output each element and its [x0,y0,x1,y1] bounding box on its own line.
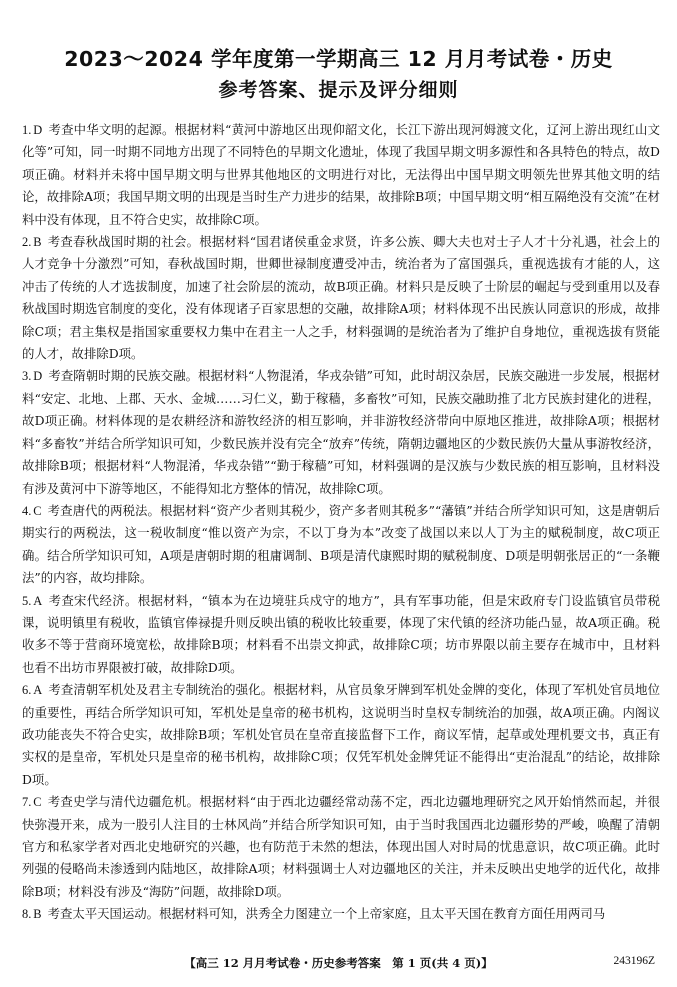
footer-code: 243196Z [613,955,655,967]
item-answer: D [33,369,43,384]
page-title: 2023～2024 学年度第一学期高三 12 月月考试卷・历史 [64,47,613,71]
answer-item-5 [22,590,660,680]
item-explanation: 考查太平天国运动。根据材料可知，洪秀全力图建立一个上帝家庭，且太平天国在教育方面任用两司马 [47,906,606,922]
answer-item-4 [22,500,660,590]
item-explanation: 考查史学与清代边疆危机。根据材料“由于西北边疆经常动荡不定，西北边疆地理研究之风开始悄然而起，并很快弥漫开来，成为一股引人注目的士林风尚”并结合所学知识可知，由于当时我国西北边疆形势的严峻，唤醒了清朝官方和私家学者对西北史地研究的兴趣，也有防范于未然的想法，体现出国人对时局的忧患意识，故C项正确。此时列强的侵略尚未渗透到内陆地区，故排除A项；材料强调士人对边疆地区的关注，并未反映出史地学的近代化，故排除B项；材料没有涉及“海防”问题，故排除D项。 [22,794,660,899]
item-answer: C [33,795,42,810]
item-number: 4. [22,503,32,518]
item-answer: B [33,235,42,250]
item-number: 8. [22,907,32,922]
answer-item-3 [22,365,660,499]
item-number: 2. [22,235,32,250]
item-number: 5. [22,593,32,608]
item-answer: A [33,683,43,698]
item-answer: B [33,907,42,922]
answer-list [22,119,660,926]
item-explanation: 考查春秋战国时期的社会。根据材料“国君诸侯重金求贤，许多公族、卿大夫也对士子人才十分礼遇，社会上的人才竞争十分激烈”可知，春秋战国时期，世卿世禄制度遭受冲击，统治者为了富国强兵，重视选拔有才能的人，这冲击了传统的人才选拔制度，加速了社会阶层的流动，故B项正确。材料只是反映了士阶层的崛起与受到重用以及春秋战国时期选官制度的变化，没有体现诸子百家思想的交融，故排除A项；材料体现不出民族认同意识的形成，故排除C项；君主集权是指国家重要权力集中在君主一人之手，材料强调的是统治者为了维护自身地位，重视选拔有贤能的人才，故排除D项。 [22,234,660,362]
item-explanation: 考查唐代的两税法。根据材料“资产少者则其税少，资产多者则其税多”“藩镇”并结合所学知识可知，这是唐朝后期实行的两税法，这一税收制度“惟以资产为宗，不以丁身为本”改变了战国以来以人丁为主的赋税制度，故C项正确。结合所学知识可知，A项是唐朝时期的租庸调制、B项是清代康熙时期的赋税制度、D项是明朝张居正的“一条鞭法”的内容，故均排除。 [22,502,660,586]
answer-item-8 [22,903,660,925]
answer-item-6 [22,679,660,791]
answer-item-2 [22,231,660,365]
item-number: 6. [22,683,32,698]
item-number: 3. [22,369,32,384]
item-answer: C [33,503,42,518]
footer-page-info: 【高三 12 月月考试卷・历史参考答案 第 1 页(共 4 页)】 [184,956,493,970]
item-explanation: 考查中华文明的起源。根据材料“黄河中游地区出现仰韶文化，长江下游出现河姆渡文化，辽河上游出现红山文化等”可知，同一时期不同地方出现了不同特色的早期文化遗址，体现了我国早期文明多源性和各具特色的特点，故D项正确。材料并未将中国早期文明与世界其他地区的文明进行对比，无法得出中国早期文明领先世界其他文明的结论，故排除A项；我国早期文明的出现是当时生产力进步的结果，故排除B项；中国早期文明“相互隔绝没有交流”在材料中没有体现，且不符合史实，故排除C项。 [22,122,660,227]
item-explanation: 考查清朝军机处及君主专制统治的强化。根据材料，从官员象牙牌到军机处金牌的变化，体现了军机处官员地位的重要性，再结合所学知识可知，军机处是皇帝的秘书机构，这说明当时皇权专制统治的加强，故A项正确。内阁议政功能丧失不符合史实，故排除B项；军机处官员在皇帝直接监督下工作，商议军情，起草或处理机要文书，真正有实权的是皇帝，军机处只是皇帝的秘书机构，故排除C项；仅凭军机处金牌凭证不能得出“吏治混乱”的结论，故排除D项。 [22,682,660,787]
page-subtitle: 参考答案、提示及评分细则 [218,79,459,101]
item-explanation: 考查宋代经济。根据材料，“镇本为在边境驻兵戍守的地方”，具有军事功能，但是宋政府专门设监镇官员带税课，说明镇里有税收，监镇官俸禄提升则反映出镇的税收比较重要，体现了宋代镇的经济功能凸显，故A项正确。税收多不等于营商环境宽松，故排除B项；材料看不出崇文抑武，故排除C项；坊市界限以前主要存在城市中，且材料也看不出坊市界限被打破，故排除D项。 [22,592,660,675]
answer-item-1 [22,119,660,231]
item-explanation: 考查隋朝时期的民族交融。根据材料“人物混淆，华戎杂错”可知，此时胡汉杂居，民族交融进一步发展，根据材料“安定、北地、上郡、天水、金城……习仁义，勤于稼穑，多畜牧”可知，民族交融助推了北方民族封建化的进程，故D项正确。材料体现的是农耕经济和游牧经济的相互影响，并非游牧经济带向中原地区推进，故排除A项；根据材料“多畜牧”并结合所学知识可知，少数民族并没有完全“放弃”传统，隋朝边疆地区的少数民族仍大量从事游牧经济，故排除B项；根据材料“人物混淆，华戎杂错”“勤于稼穑”可知，材料强调的是汉族与少数民族的相互影响，且材料没有涉及黄河中下游等地区，不能得知北方整体的情况，故排除C项。 [22,368,660,496]
item-answer: D [33,123,43,137]
item-answer: A [33,593,43,608]
item-number: 7. [22,795,32,810]
answer-item-7 [22,791,660,903]
item-number: 1. [22,123,32,137]
